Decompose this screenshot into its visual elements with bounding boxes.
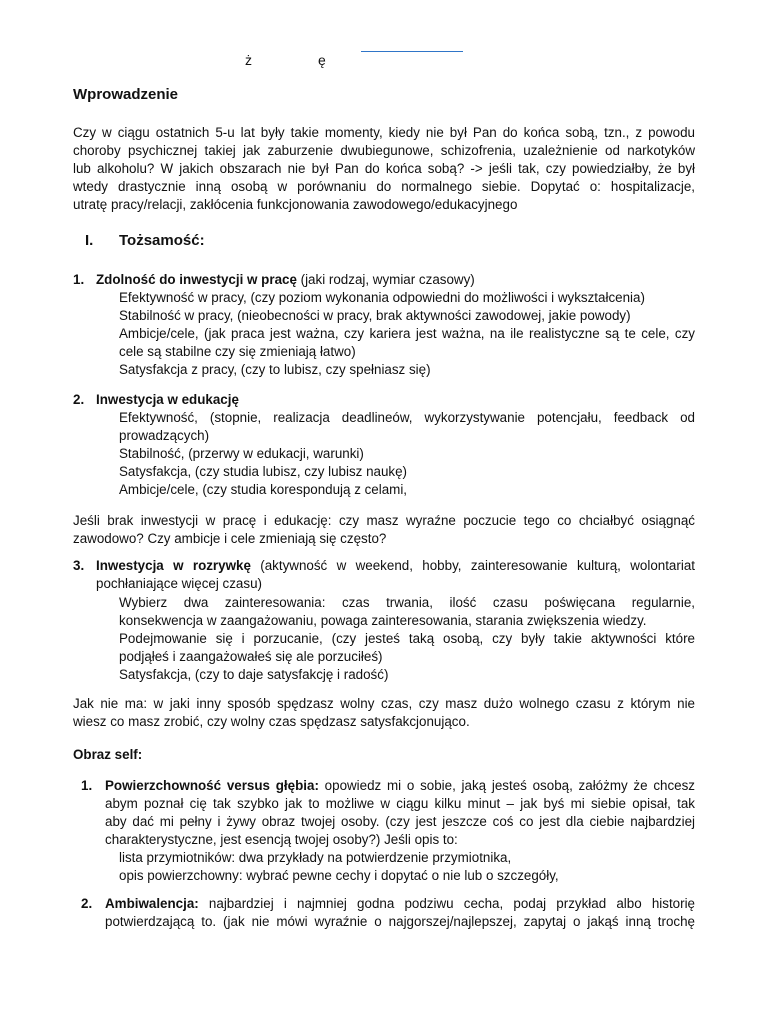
sub-item: Satysfakcja, (czy to daje satysfakcję i radość) bbox=[119, 667, 389, 682]
intro-paragraph bbox=[73, 124, 695, 214]
sub-item: Stabilność w pracy, (nieobecności w pracy, brak aktywności zawodowej, jakie powody) bbox=[119, 308, 631, 323]
text-line: Czy w ciągu ostatnich 5-u lat były takie momenty, kiedy nie był Pan do końca sobą, tzn., z powodu bbox=[73, 125, 695, 140]
note-paragraph bbox=[73, 512, 695, 548]
section-heading bbox=[85, 232, 205, 249]
item-title: Inwestycja w edukację bbox=[96, 392, 239, 407]
item-title: Ambiwalencja: bbox=[105, 896, 199, 911]
sub-item: Wybierz dwa zainteresowania: czas trwania, ilość czasu poświęcana regularnie, bbox=[119, 595, 695, 610]
text-line: Jak nie ma: w jaki inny sposób spędzasz wolny czas, czy masz dużo wolnego czasu z którym nie bbox=[73, 696, 695, 711]
list-item bbox=[73, 391, 695, 409]
sub-item: Ambicje/cele, (czy studia korespondują z celami, bbox=[119, 482, 408, 497]
item-text: (aktywność w weekend, hobby, zainteresowanie kulturą, wolontariat bbox=[250, 558, 695, 573]
text-line: lub alkoholu? W jakich obszarach nie był Pan do końca sobą? -> jeśli tak, czy powiedziałby, że był bbox=[73, 161, 695, 176]
sub-item: lista przymiotników: dwa przykłady na potwierdzenie przymiotnika, bbox=[119, 850, 512, 865]
sub-item: Satysfakcja, (czy studia lubisz, czy lubisz naukę) bbox=[119, 464, 408, 479]
note-paragraph bbox=[73, 695, 695, 731]
list-number: 1. bbox=[81, 778, 93, 793]
list-number: 3. bbox=[73, 558, 85, 573]
item-text: abym poznał cię tak szybko jak to możliwe w ciągu kilku minut – jak byś mi siebie opisał, tak bbox=[105, 796, 695, 811]
list-item bbox=[73, 777, 695, 849]
item-text: charakterystyczne, jest esencją twojej osoby?) Jeśli opis to: bbox=[105, 832, 458, 847]
header-link-underline[interactable] bbox=[361, 51, 463, 52]
sub-item: cele są stabilne czy się zmieniają łatwo) bbox=[119, 344, 356, 359]
section-number: I. bbox=[85, 232, 94, 249]
list-number: 2. bbox=[81, 896, 93, 911]
list-item bbox=[73, 895, 695, 931]
item-title: Zdolność do inwestycji w pracę bbox=[96, 272, 297, 287]
sub-list bbox=[119, 594, 695, 684]
item-text: opowiedz mi o sobie, jaką jesteś osobą, załóżmy że chcesz bbox=[318, 778, 695, 793]
sub-list bbox=[119, 849, 695, 885]
list-item bbox=[73, 557, 695, 593]
sub-item: Efektywność, (stopnie, realizacja deadlineów, wykorzystywanie potencjału, feedback od bbox=[119, 410, 695, 425]
header-char: ę bbox=[318, 52, 326, 68]
text-line: wtedy drastycznie inną osobą w porównaniu do normalnego siebie. Dopytać o: hospitalizacje, bbox=[73, 179, 695, 194]
intro-heading: Wprowadzenie bbox=[73, 86, 179, 103]
sub-item: Ambicje/cele, (jak praca jest ważna, czy kariera jest ważna, na ile realistyczne są te cele, czy bbox=[119, 326, 695, 341]
sub-list bbox=[119, 409, 695, 499]
section-title: Tożsamość: bbox=[119, 232, 205, 249]
sub-item: opis powierzchowny: wybrać pewne cechy i dopytać o nie lub o szczegóły, bbox=[119, 868, 559, 883]
header-char: ż bbox=[245, 52, 252, 68]
list-number: 2. bbox=[73, 392, 85, 407]
list-item bbox=[73, 271, 695, 289]
item-text: najbardziej i najmniej godna podziwu cecha, podaj przykład albo historię bbox=[198, 896, 695, 911]
sub-item: prowadzących) bbox=[119, 428, 210, 443]
sub-item: Podejmowanie się i porzucanie, (czy jesteś taką osobą, czy były takie aktywności które bbox=[119, 631, 695, 646]
sub-item: konsekwencja w zaangażowaniu, powaga zainteresowania, starania zwiększenia wiedzy. bbox=[119, 613, 647, 628]
text-line: choroby psychicznej takiej jak zaburzenie dwubiegunowe, schizofrenia, uzależnienie od narkotyków bbox=[73, 143, 695, 158]
item-text: potwierdzającą to. (jak nie mówi wyraźnie o najgorszej/najlepszej, zapytaj o jakąś inną trochę bbox=[105, 914, 695, 929]
text-line: utratę pracy/relacji, zakłócenia funkcjonowania zawodowego/edukacyjnego bbox=[73, 197, 518, 212]
list-number: 1. bbox=[73, 272, 85, 287]
item-title: Powierzchowność versus głębia: bbox=[105, 778, 319, 793]
sub-item: Stabilność, (przerwy w edukacji, warunki) bbox=[119, 446, 364, 461]
text-line: zawodowo? Czy ambicje i cele zmieniają się często? bbox=[73, 531, 387, 546]
item-title: Inwestycja w rozrywkę bbox=[96, 558, 251, 573]
item-text: (jaki rodzaj, wymiar czasowy) bbox=[296, 272, 475, 287]
sub-item: podjąłeś i zaangażowałeś się ale porzuciłeś) bbox=[119, 649, 383, 664]
sub-list bbox=[119, 289, 695, 379]
obraz-heading: Obraz self: bbox=[73, 747, 143, 762]
sub-item: Efektywność w pracy, (czy poziom wykonania odpowiedni do możliwości i wykształcenia) bbox=[119, 290, 645, 305]
text-line: wiesz co masz zrobić, czy wolny czas spędzasz satysfakcjonująco. bbox=[73, 714, 470, 729]
item-text: aby dać mi pełny i żywy obraz twojej osoby. (czy jest jeszcze coś co jest dla ciebie najbardziej bbox=[105, 814, 695, 829]
item-text: pochłaniające więcej czasu) bbox=[96, 576, 262, 591]
sub-item: Satysfakcja z pracy, (czy to lubisz, czy spełniasz się) bbox=[119, 362, 431, 377]
text-line: Jeśli brak inwestycji w pracę i edukację: czy masz wyraźne poczucie tego co chciałbyć osiągnąć bbox=[73, 513, 695, 528]
